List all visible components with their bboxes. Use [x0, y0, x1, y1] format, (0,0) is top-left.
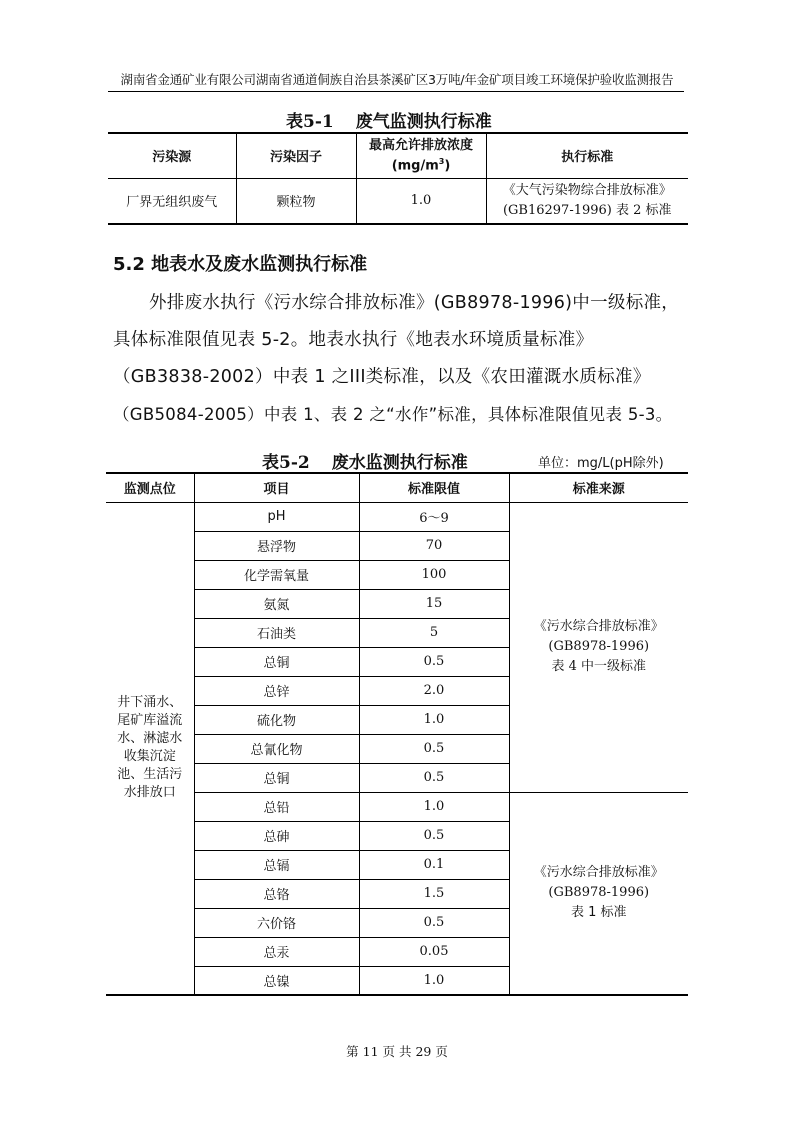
source-line: (GB8978-1996)	[548, 639, 650, 654]
source-line: 表 4 中一级标准	[551, 659, 647, 674]
table2-limit-cell: 70	[359, 531, 509, 560]
location-line: 井下涌水、	[117, 695, 183, 711]
table2-title: 废水监测执行标准	[331, 453, 468, 473]
table2-header-source: 标准来源	[509, 473, 688, 502]
table1-standard-line2: (GB16297-1996) 表 2 标准	[502, 202, 672, 218]
location-line: 尾矿库溢流	[117, 713, 183, 729]
table2-item-cell: 总铜	[194, 763, 359, 792]
section-heading: 5.2 地表水及废水监测执行标准	[113, 254, 368, 275]
source-line: 《污水综合排放标准》	[533, 619, 664, 634]
source-line: 《污水综合排放标准》	[533, 865, 664, 881]
table2-limit-cell: 100	[359, 560, 509, 589]
table-row	[106, 792, 688, 821]
table1-standard-line1: 《大气污染物综合排放标准》	[502, 182, 672, 198]
table2-wastewater-standards	[106, 472, 688, 996]
table2-item-cell: 总镍	[194, 966, 359, 995]
table2-header-item: 项目	[194, 473, 359, 502]
table2-limit-cell: 0.5	[359, 763, 509, 792]
table2-item-cell: pH	[194, 502, 359, 531]
table2-limit-cell: 0.1	[359, 850, 509, 879]
table1-exhaust-standards	[108, 132, 688, 225]
paragraph-line: （GB5084-2005）中表 1、表 2 之“水作”标准，具体标准限值见表 5-3。	[113, 405, 673, 424]
location-line: 水排放口	[123, 785, 176, 801]
table1-caption	[286, 107, 492, 132]
table1-header-standard: 执行标准	[486, 133, 688, 178]
table-row	[108, 178, 688, 224]
table2-item-cell: 总镉	[194, 850, 359, 879]
table2-location-cell	[106, 502, 194, 995]
table2-item-cell: 总砷	[194, 821, 359, 850]
table1-source-cell: 厂界无组织废气	[108, 178, 236, 224]
table2-limit-cell: 2.0	[359, 676, 509, 705]
report-header: 湖南省金通矿业有限公司湖南省通道侗族自治县茶溪矿区3万吨/年金矿项目竣工环境保护验收监测报告	[120, 72, 674, 87]
location-line: 水、淋滤水	[117, 731, 183, 747]
table2-limit-cell: 0.5	[359, 734, 509, 763]
table2-number: 表5-2	[262, 453, 310, 473]
table1-header-limit-unit: (mg/m	[391, 157, 439, 173]
table2-limit-cell: 15	[359, 589, 509, 618]
table2-limit-cell: 1.0	[359, 792, 509, 821]
table2-header-limit: 标准限值	[359, 473, 509, 502]
location-line: 收集沉淀	[123, 749, 176, 765]
table2-item-cell: 六价铬	[194, 908, 359, 937]
table2-limit-cell: 0.5	[359, 821, 509, 850]
table1-header-limit-line1: 最高允许排放浓度	[368, 137, 473, 153]
table2-item-cell: 总铬	[194, 879, 359, 908]
table1-number: 表5-1	[286, 112, 334, 132]
paragraph-line: 具体标准限值见表 5-2。地表水执行《地表水环境质量标准》	[113, 330, 594, 350]
table1-header-source: 污染源	[108, 133, 236, 178]
table2-limit-cell: 0.5	[359, 908, 509, 937]
location-line: 池、生活污	[117, 767, 183, 783]
table1-header-row	[108, 133, 688, 178]
source-line: (GB8978-1996)	[548, 885, 650, 901]
table2-source-group2	[509, 792, 688, 995]
page-footer: 第 11 页 共 29 页	[346, 1044, 448, 1059]
section-paragraph	[113, 285, 688, 433]
table2-source-group1	[509, 502, 688, 792]
table1-standard-cell	[486, 178, 688, 224]
table2-limit-cell: 5	[359, 618, 509, 647]
table2-unit-note: 单位：mg/L(pH除外)	[538, 456, 664, 471]
paragraph-line: 外排废水执行《污水综合排放标准》(GB8978-1996)中一级标准，	[149, 293, 680, 313]
header-divider	[108, 91, 684, 92]
table2-item-cell: 硫化物	[194, 705, 359, 734]
table2-header-row	[106, 473, 688, 502]
table2-item-cell: 总汞	[194, 937, 359, 966]
table2-limit-cell: 6～9	[359, 502, 509, 531]
table2-header-location: 监测点位	[106, 473, 194, 502]
table1-limit-cell: 1.0	[356, 178, 486, 224]
source-line: 表 1 标准	[570, 905, 627, 921]
table2-item-cell: 悬浮物	[194, 531, 359, 560]
table1-header-limit-close: )	[444, 157, 451, 173]
table2-limit-cell: 0.05	[359, 937, 509, 966]
table2-limit-cell: 1.0	[359, 705, 509, 734]
table2-limit-cell: 1.0	[359, 966, 509, 995]
table1-factor-cell: 颗粒物	[236, 178, 356, 224]
table1-title: 废气监测执行标准	[355, 112, 492, 132]
table2-item-cell: 化学需氧量	[194, 560, 359, 589]
table2-item-cell: 总氰化物	[194, 734, 359, 763]
table2-item-cell: 氨氮	[194, 589, 359, 618]
table2-item-cell: 石油类	[194, 618, 359, 647]
table1-header-limit-sup: 3	[438, 156, 445, 166]
table2-item-cell: 总锌	[194, 676, 359, 705]
table-row	[106, 502, 688, 531]
table2-item-cell: 总铅	[194, 792, 359, 821]
table2-limit-cell: 1.5	[359, 879, 509, 908]
table2-caption	[262, 448, 468, 473]
table1-header-factor: 污染因子	[236, 133, 356, 178]
table2-limit-cell: 0.5	[359, 647, 509, 676]
table2-item-cell: 总铜	[194, 647, 359, 676]
paragraph-line: （GB3838-2002）中表 1 之III类标准，以及《农田灌溉水质标准》	[113, 367, 651, 387]
table1-header-limit	[356, 133, 486, 178]
